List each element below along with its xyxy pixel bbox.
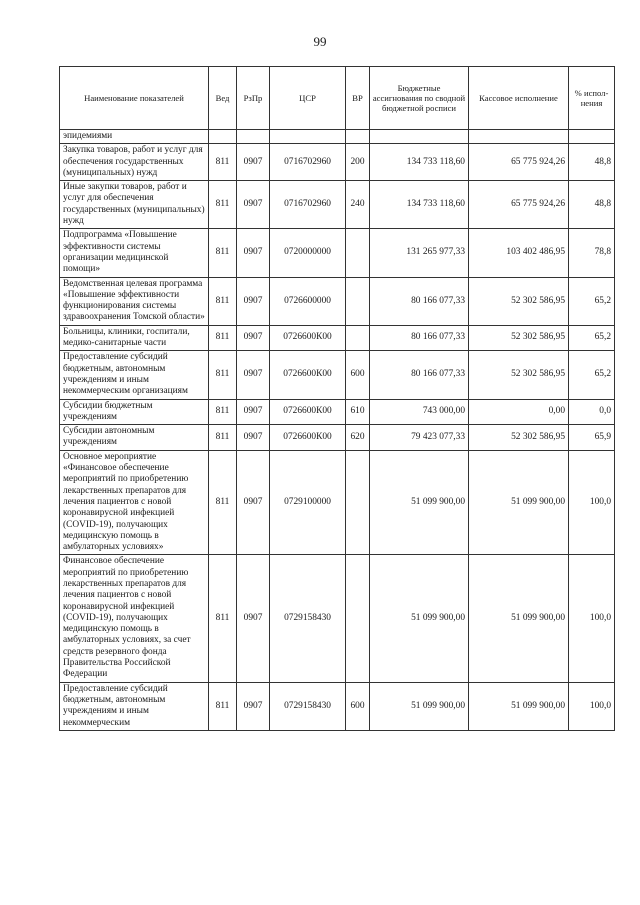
row-ved: 811 [209,450,237,555]
row-cash: 65 775 924,26 [469,144,569,181]
row-cash: 65 775 924,26 [469,181,569,229]
row-cash: 51 099 900,00 [469,450,569,555]
row-ved: 811 [209,555,237,682]
row-budget: 743 000,00 [370,399,469,425]
row-percent: 65,2 [569,325,615,351]
header-cash: Кассовое исполнение [469,67,569,130]
row-csr: 0729158430 [270,555,346,682]
row-vr [346,325,370,351]
row-csr: 0716702960 [270,181,346,229]
row-cash: 103 402 486,95 [469,229,569,277]
row-rzpr: 0907 [237,682,270,730]
row-percent: 65,2 [569,351,615,399]
row-csr [270,130,346,144]
row-name: Субсидии автономным учреждениям [60,425,209,451]
row-rzpr: 0907 [237,325,270,351]
row-csr: 0726600К00 [270,351,346,399]
row-cash: 51 099 900,00 [469,682,569,730]
row-rzpr: 0907 [237,425,270,451]
row-name: Иные закупки товаров, работ и услуг для обеспечения государственных (муниципальных) нужд [60,181,209,229]
row-percent: 48,8 [569,144,615,181]
row-vr: 200 [346,144,370,181]
table-row [60,450,615,555]
row-name: Ведомственная целевая программа «Повышение эффективности функционирования системы здравоохранения Томской области» [60,277,209,325]
table-row [60,229,615,277]
row-vr [346,555,370,682]
row-percent: 78,8 [569,229,615,277]
row-budget: 51 099 900,00 [370,682,469,730]
table-row [60,399,615,425]
row-vr: 600 [346,682,370,730]
row-budget: 79 423 077,33 [370,425,469,451]
row-budget: 80 166 077,33 [370,351,469,399]
row-vr [346,229,370,277]
row-ved [209,130,237,144]
table-row [60,277,615,325]
row-budget: 80 166 077,33 [370,325,469,351]
table-row [60,144,615,181]
row-percent: 100,0 [569,555,615,682]
row-cash: 52 302 586,95 [469,425,569,451]
row-name: Предоставление субсидий бюджетным, автономным учреждениям и иным некоммерческим [60,682,209,730]
row-ved: 811 [209,399,237,425]
row-budget: 80 166 077,33 [370,277,469,325]
row-rzpr [237,130,270,144]
page-number: 99 [313,34,327,49]
row-percent: 48,8 [569,181,615,229]
header-rzpr: РзПр [237,67,270,130]
row-name: эпидемиями [60,130,209,144]
row-budget: 134 733 118,60 [370,181,469,229]
row-name: Основное мероприятие «Финансовое обеспечение мероприятий по приобретению лекарственных препаратов для лечения пациентов с новой коронавирусной инфекцией (COVID-19), получающих медицинскую помощь в амбулаторных условиях» [60,450,209,555]
row-csr: 0729100000 [270,450,346,555]
table-row [60,425,615,451]
row-rzpr: 0907 [237,351,270,399]
table-row [60,130,615,144]
row-ved: 811 [209,229,237,277]
row-csr: 0726600К00 [270,425,346,451]
row-name: Закупка товаров, работ и услуг для обеспечения государственных (муниципальных) нужд [60,144,209,181]
row-ved: 811 [209,325,237,351]
row-budget: 51 099 900,00 [370,555,469,682]
row-cash [469,130,569,144]
row-vr [346,130,370,144]
row-rzpr: 0907 [237,399,270,425]
row-ved: 811 [209,181,237,229]
row-percent: 100,0 [569,682,615,730]
row-vr: 620 [346,425,370,451]
row-cash: 52 302 586,95 [469,325,569,351]
row-percent [569,130,615,144]
row-csr: 0720000000 [270,229,346,277]
row-percent: 65,9 [569,425,615,451]
row-percent: 100,0 [569,450,615,555]
row-csr: 0726600К00 [270,325,346,351]
row-ved: 811 [209,351,237,399]
table-row [60,351,615,399]
header-vr: ВР [346,67,370,130]
row-csr: 0729158430 [270,682,346,730]
row-rzpr: 0907 [237,450,270,555]
row-vr [346,450,370,555]
header-budget: Бюджетные ассигнования по сводной бюджетной росписи [370,67,469,130]
row-vr: 610 [346,399,370,425]
row-name: Финансовое обеспечение мероприятий по приобретению лекарственных препаратов для лечения пациентов с новой коронавирусной инфекцией (COVID-19), получающих медицинскую помощь в амбулаторных условиях, за счет средств резервного фонда Правительства Российской Федерации [60,555,209,682]
row-csr: 0726600К00 [270,399,346,425]
row-rzpr: 0907 [237,181,270,229]
row-rzpr: 0907 [237,277,270,325]
row-name: Больницы, клиники, госпитали, медико-санитарные части [60,325,209,351]
row-name: Подпрограмма «Повышение эффективности системы организации медицинской помощи» [60,229,209,277]
table-row [60,682,615,730]
header-ved: Вед [209,67,237,130]
row-cash: 52 302 586,95 [469,277,569,325]
row-budget: 134 733 118,60 [370,144,469,181]
row-percent: 0,0 [569,399,615,425]
row-budget [370,130,469,144]
row-vr: 240 [346,181,370,229]
row-ved: 811 [209,144,237,181]
row-ved: 811 [209,425,237,451]
row-csr: 0716702960 [270,144,346,181]
row-ved: 811 [209,682,237,730]
table-row [60,325,615,351]
table-row [60,181,615,229]
row-ved: 811 [209,277,237,325]
row-name: Предоставление субсидий бюджетным, автономным учреждениям и иным некоммерческим организациям [60,351,209,399]
row-budget: 131 265 977,33 [370,229,469,277]
row-rzpr: 0907 [237,144,270,181]
table-row [60,555,615,682]
header-csr: ЦСР [270,67,346,130]
header-percent: % испол-нения [569,67,615,130]
row-vr: 600 [346,351,370,399]
table-header-row [60,67,615,130]
row-rzpr: 0907 [237,229,270,277]
row-vr [346,277,370,325]
row-cash: 51 099 900,00 [469,555,569,682]
budget-execution-table [59,66,615,731]
row-name: Субсидии бюджетным учреждениям [60,399,209,425]
row-cash: 0,00 [469,399,569,425]
row-percent: 65,2 [569,277,615,325]
row-cash: 52 302 586,95 [469,351,569,399]
row-rzpr: 0907 [237,555,270,682]
row-csr: 0726600000 [270,277,346,325]
header-name: Наименование показателей [60,67,209,130]
row-budget: 51 099 900,00 [370,450,469,555]
